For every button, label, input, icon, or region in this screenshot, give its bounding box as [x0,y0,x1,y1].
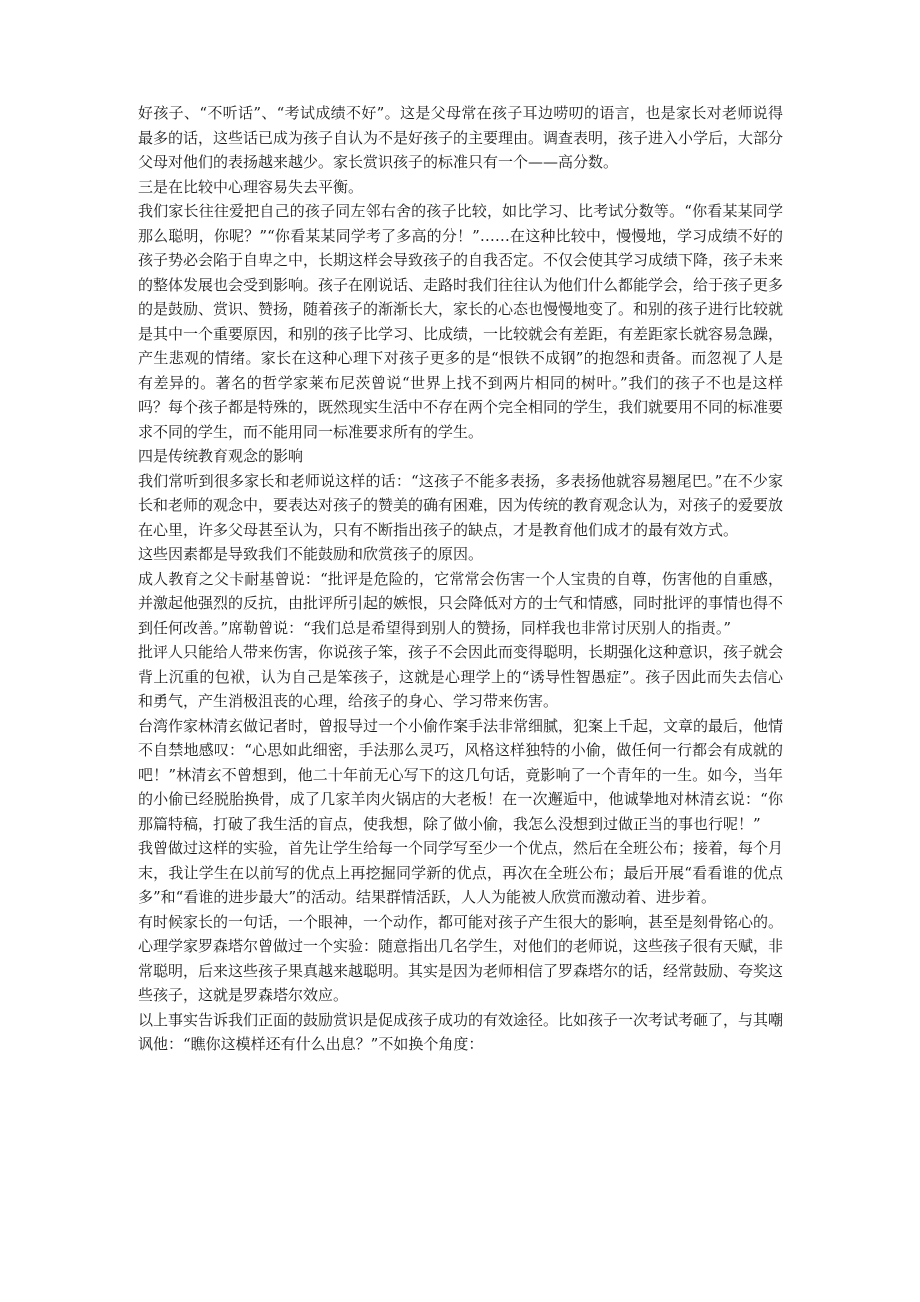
document-body [138,101,783,1057]
paragraph-praise-standard: 好孩子、“不听话”、“考试成绩不好”。这是父母常在孩子耳边唠叨的语言，也是家长对老师说得最多的话，这些话已成为孩子自认为不是好孩子的主要理由。调查表明，孩子进入小学后，大部分父母对他们的表扬越来越少。家长赏识孩子的标准只有一个——高分数。 [138,104,784,171]
paragraph-class-experiment: 我曾做过这样的实验，首先让学生给每一个同学写至少一个优点，然后在全班公布；接着，每个月末，我让学生在以前写的优点上再挖掘同学新的优点，再次在全班公布；最后开展“看看谁的优点多”和“看谁的进步最大”的活动。结果群情活跃，人人为能被人欣赏而激动着、进步着。 [138,839,784,906]
paragraph-criticism-harm: 批评人只能给人带来伤害，你说孩子笨，孩子不会因此而变得聪明，长期强化这种意识，孩子就会背上沉重的包袱，认为自己是笨孩子，这就是心理学上的“诱导性智愚症”。孩子因此而失去信心和勇气，产生消极沮丧的心理，给孩子的身心、学习带来伤害。 [138,643,784,710]
paragraph-traditional-education: 我们常听到很多家长和老师说这样的话：“这孩子不能多表扬，多表扬他就容易翘尾巴。”在不少家长和老师的观念中，要表达对孩子的赞美的确有困难，因为传统的教育观念认为，对孩子的爱要放在心里，许多父母甚至认为，只有不断指出孩子的缺点，才是教育他们成才的最有效方式。 [138,471,784,539]
paragraph-conclusion: 以上事实告诉我们正面的鼓励赏识是促成孩子成功的有效途径。比如孩子一次考试考砸了，与其嘲讽他：“瞧你这模样还有什么出息？”不如换个角度： [138,1010,784,1053]
paragraph-factors-summary: 这些因素都是导致我们不能鼓励和欣赏孩子的原因。 [138,545,484,563]
paragraph-lin-qingxuan-story: 台湾作家林清玄做记者时，曾报导过一个小偷作案手法非常细腻，犯案上千起，文章的最后，他情不自禁地感叹：“心思如此细密，手法那么灵巧，风格这样独特的小偷，做任何一行都会有成就的吧！”林清玄不曾想到，他二十年前无心写下的这几句话，竟影响了一个青年的一生。如今，当年的小偷已经脱胎换骨，成了几家羊肉火锅店的大老板！在一次邂逅中，他诚挚地对林清玄说：“你那篇特稿，打破了我生活的盲点，使我想，除了做小偷，我怎么没想到过做正当的事也行呢！” [138,716,784,833]
paragraph-carnegie-quote: 成人教育之父卡耐基曾说：“批评是危险的，它常常会伤害一个人宝贵的自尊，伤害他的自重感，并激起他强烈的反抗，由批评所引起的嫉恨，只会降低对方的士气和情感，同时批评的事情也得不到任何改善。”席勒曾说：“我们总是希望得到别人的赞扬，同样我也非常讨厌别人的指责。” [138,569,784,637]
heading-comparison: 三是在比较中心理容易失去平衡。 [138,177,364,196]
paragraph-rosenthal-effect: 有时候家长的一句话，一个眼神，一个动作，都可能对孩子产生很大的影响，甚至是刻骨铭心的。心理学家罗森塔尔曾做过一个实验：随意指出几名学生，对他们的老师说，这些孩子很有天赋，非常聪明，后来这些孩子果真越来越聪明。其实是因为老师相信了罗森塔尔的话，经常鼓励、夸奖这些孩子，这就是罗森塔尔效应。 [138,912,784,1004]
paragraph-comparison: 我们家长往往爱把自己的孩子同左邻右舍的孩子比较，如比学习、比考试分数等。“你看某某同学那么聪明，你呢？”“你看某某同学考了多高的分！”……在这种比较中，慢慢地，学习成绩不好的孩子势必会陷于自卑之中，长期这样会导致孩子的自我否定。不仅会使其学习成绩下降，孩子未来的整体发展也会受到影响。孩子在刚说话、走路时我们往往认为他们什么都能学会，给于孩子更多的是鼓励、赏识、赞扬，随着孩子的渐渐长大，家长的心态也慢慢地变了。和别的孩子进行比较就是其中一个重要原因，和别的孩子比学习、比成绩，一比较就会有差距，有差距家长就容易急躁，产生悲观的情绪。家长在这种心理下对孩子更多的是“恨铁不成钢”的抱怨和责备。而忽视了人是有差异的。著名的哲学家莱布尼茨曾说“世界上找不到两片相同的树叶。”我们的孩子不也是这样吗？每个孩子都是特殊的，既然现实生活中不存在两个完全相同的学生，我们就要用不同的标准要求不同的学生，而不能用同一标准要求所有的学生。 [138,202,784,441]
heading-traditional-education: 四是传统教育观念的影响 [138,447,304,465]
